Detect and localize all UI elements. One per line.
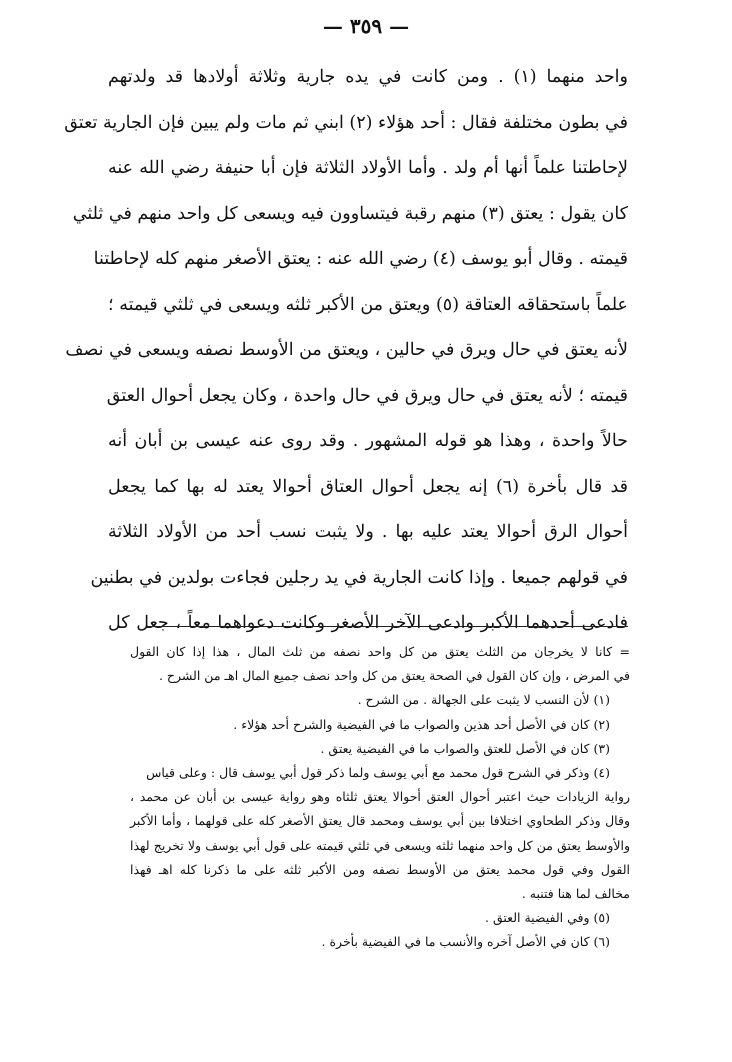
footnote-item: (٥) وفي الفيضية العتق . [485, 910, 610, 926]
footnotes [130, 640, 630, 954]
footnote-line: والأوسط يعتق من كل واحد منهما ثلثه ويسعى في ثلثي قيمته على قول أبي يوسف ولا تخريج لهذا [130, 837, 630, 853]
footnote-line: وقال وذكر الطحاوي اختلافا بين أبي يوسف ومحمد قال يعتق الأصغر كله على قولهما ، وأما الأكبر [130, 813, 630, 829]
text-line: فادعى أحدهما الأكبر وادعى الآخر الأصغر وكانت دعواهما معاً ، جعل كل [108, 613, 628, 633]
footnote-item: (١) لأن النسب لا يثبت على الجهالة . من الشرح . [357, 692, 610, 708]
text-line: حالاً واحدة ، وهذا هو قوله المشهور . وقد روى عنه عيسى بن أبان أنه [108, 431, 628, 451]
main-text [64, 55, 629, 647]
footnote-line: القول وفي قول محمد يعتق من الأوسط نصفه ومن الأكبر ثلثه على ما ذكرنا كله اهـ فهذا [130, 861, 630, 877]
text-line: أحوال الرق أحوالا يعتد عليه بها . ولا يثبت نسب أحد من الأولاد الثلاثة [108, 522, 628, 542]
text-line: في بطون مختلفة فقال : أحد هؤلاء (٢) ابني ثم مات ولم يبين فإن الجارية تعتق [64, 112, 628, 133]
footnote-line: = كانا لا يخرجان من الثلث يعتق من كل واحد نصفه من ثلث المال ، هذا إذا كان القول [130, 644, 630, 659]
page-number: — ٣٥٩ — [322, 14, 410, 38]
text-line: لأنه يعتق في حال ويرق في حالين ، ويعتق من الأوسط نصفه ويسعى في نصف [65, 340, 628, 360]
text-line: قيمته ؛ لأنه يعتق في حال ويرق في حال واحدة ، وكان يجعل أحوال العتق [106, 385, 628, 406]
text-line: قد قال بأخرة (٦) إنه يجعل أحوال العتاق أحوالا يعتد له بها كما يجعل [108, 476, 629, 497]
text-line: في قولهم جميعا . وإذا كانت الجارية في يد رجلين فجاءت بولدين في بطنين [90, 567, 628, 588]
text-line: كان يقول : يعتق (٣) منهم رقبة فيتساوون فيه ويسعى كل واحد منهم في ثلثي [72, 203, 628, 224]
text-line: علماً باستحقاقه العتاقة (٥) ويعتق من الأكبر ثلثه ويسعى في ثلثي قيمته ؛ [108, 294, 628, 315]
text-line: قيمته . وقال أبو يوسف (٤) رضي الله عنه : يعتق الأصغر منهم كله لإحاطتنا [93, 249, 628, 269]
text-line: واحد منهما (١) . ومن كانت في يده جارية وثلاثة أولادها قد ولدتهم [108, 67, 628, 87]
footnote-divider [148, 626, 628, 627]
footnote-line: رواية الزيادات حيث اعتبر أحوال العتق أحوالا يعتق ثلثاه وهو رواية عيسى بن أبان عن محمد ، [130, 789, 630, 805]
footnote-item: (٣) كان في الأصل للعتق والصواب ما في الفيضية يعتق . [320, 740, 610, 756]
text-line: لإحاطتنا علماً أنها أم ولد . وأما الأولاد الثلاثة فإن أبا حنيفة رضي الله عنه [108, 158, 628, 178]
footnote-line: مخالف لما هنا فتنبه . [521, 885, 630, 901]
footnote-line: في المرض ، وإن كان القول في الصحة يعتق من كل واحد نصف جميع المال اهـ من الشرح . [158, 668, 630, 684]
footnote-item: (٢) كان في الأصل أحد هذين والصواب ما في الفيضية والشرح أحد هؤلاء . [233, 716, 610, 732]
footnote-item: (٦) كان في الأصل آخره والأنسب ما في الفيضية بأخرة . [321, 934, 610, 950]
footnote-item: (٤) وذكر في الشرح قول محمد مع أبي يوسف ولما ذكر قول أبي يوسف قال : وعلى قياس [146, 764, 610, 780]
